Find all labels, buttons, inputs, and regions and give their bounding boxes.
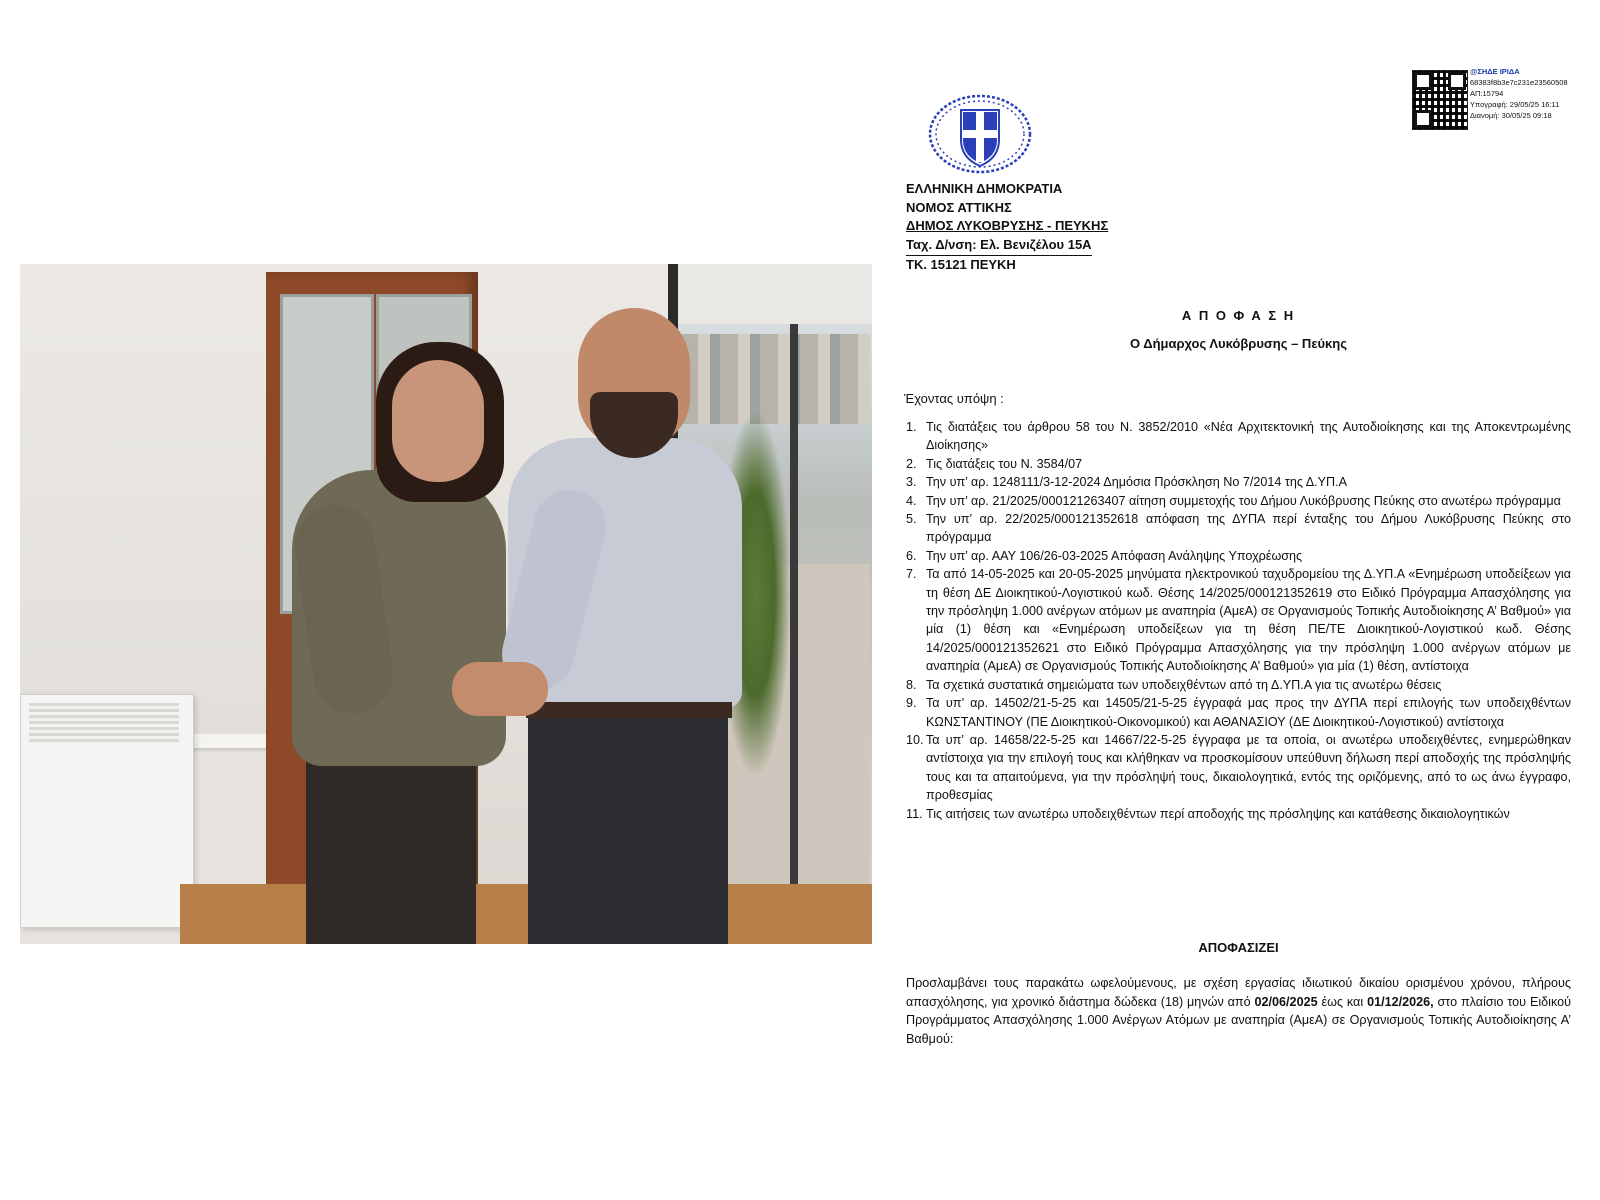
item-text: Τις διατάξεις του άρθρου 58 του Ν. 3852/2010 «Νέα Αρχιτεκτονική της Αυτοδιοίκησης και της Αποκεντρωμένης Διοίκησης» xyxy=(926,420,1571,453)
item-number: 9. xyxy=(906,696,917,711)
body-text: στο πλαίσιο του Ειδικού Προγράμματος Απασχόλησης 1.000 Ανέργων Ατόμων με αναπηρία (ΑμεΑ) σε Οργανισμούς Τοπικής Αυτοδιοίκησης Α’ Βαθμού: xyxy=(906,994,1571,1046)
list-item xyxy=(906,510,1571,547)
decides-heading: ΑΠΟΦΑΣΙΖΕΙ xyxy=(1198,940,1279,955)
body-text: Προσλαμβάνει τους παρακάτω ωφελούμενους, με σχέση εργασίας ιδιωτικού δικαίου ορισμένου χρόνου, πλήρους απασχόλησης, για χρονικό διάστημα δώδεκα (18) μηνών από xyxy=(906,976,1571,1009)
list-item xyxy=(906,473,1571,491)
start-date: 02/06/2025 xyxy=(1254,994,1318,1009)
header-country: ΕΛΛΗΝΙΚΗ ΔΗΜΟΚΡΑΤΙΑ xyxy=(906,181,1063,196)
person-right-belt xyxy=(526,702,732,718)
stamp-signed: Υπογραφή: 29/05/25 16:11 xyxy=(1470,100,1560,109)
item-number: 1. xyxy=(906,420,917,434)
person-right-pants xyxy=(528,716,728,944)
photo-heater-grille xyxy=(29,703,179,743)
item-text: Τις διατάξεις του Ν. 3584/07 xyxy=(926,456,1083,471)
list-item xyxy=(906,565,1571,675)
photo-window-mullion xyxy=(790,324,798,944)
item-text: Την υπ’ αρ. 21/2025/000121263407 αίτηση συμμετοχής του Δήμου Λυκόβρυσης Πεύκης στο ανωτέρω πρόγραμμα xyxy=(926,493,1561,508)
item-text: Τα σχετικά συστατικά σημειώματα των υποδειχθέντων από τη Δ.ΥΠ.Α για τις ανωτέρω θέσεις xyxy=(926,677,1442,692)
item-text: Την υπ’ αρ. 22/2025/000121352618 απόφαση της ΔΥΠΑ περί ένταξης του Δήμου Λυκόβρυσης Πεύκης στο πρόγραμμα xyxy=(926,512,1571,545)
photo-floor xyxy=(180,884,872,944)
header-prefecture: ΝΟΜΟΣ ΑΤΤΙΚΗΣ xyxy=(906,199,1012,215)
person-left-face xyxy=(392,360,484,482)
qr-code xyxy=(1412,70,1468,130)
list-item xyxy=(906,694,1571,731)
body-text: έως και xyxy=(1317,994,1368,1009)
handshake xyxy=(452,662,548,716)
list-item xyxy=(906,547,1571,565)
decision-body xyxy=(906,974,1571,1048)
header-municipality: ΔΗΜΟΣ ΛΥΚΟΒΡΥΣΗΣ - ΠΕΥΚΗΣ xyxy=(906,218,1109,233)
item-text: Τα από 14-05-2025 και 20-05-2025 μηνύματα ηλεκτρονικού ταχυδρομείου της Δ.ΥΠ.Α «Ενημέρωση υποδείξεων για τη θέση ΔΕ Διοικητικού-Λογιστικού κωδ. Θέσης 14/2025/000121352619 στο Ειδικό Πρόγραμμα Απασχόλησης για την πρόσληψη 1.000 ανέργων ατόμων με αναπηρία (ΑμεΑ) σε Οργανισμούς Τοπικής Αυτοδιοίκησης Α’ Βαθμού» για μία (1) θέση και «Ενημέρωση υποδείξεων για τη θέση ΠΕ/ΤΕ Διοικητικού-Λογιστικού κωδ. Θέσης 14/2025/000121352621 στο Ειδικό Πρόγραμμα Απασχόλησης για την πρόσληψη 1.000 ανέργων ατόμων με αναπηρία (ΑμεΑ) σε Οργανισμούς Τοπικής Αυτοδιοίκησης Α’ Βαθμού» για μία (1) θέση, αντίστοιχα xyxy=(926,567,1571,674)
photo-city-view xyxy=(680,334,870,424)
header-address: Ταχ. Δ/νση: Ελ. Βενιζέλου 15Α xyxy=(906,236,1092,257)
decision-title: Α Π Ο Φ Α Σ Η xyxy=(1181,308,1296,323)
list-item xyxy=(906,731,1571,805)
qr-finder xyxy=(1414,72,1432,90)
item-text: Τα υπ’ αρ. 14502/21-5-25 και 14505/21-5-25 έγγραφά μας προς την ΔΥΠΑ περί επιλογής των υποδειχθέντων ΚΩΝΣΤΑΝΤΙΝΟΥ (ΠΕ Διοικητικού-Οικονομικού) και ΑΘΑΝΑΣΙΟΥ (ΔΕ Διοικητικού-Λογιστικού) αντίστοιχα xyxy=(926,696,1571,729)
item-number: 5. xyxy=(906,512,917,527)
stamp-hash: 68383f8b3e7c231e23560508 xyxy=(1470,78,1568,87)
item-number: 8. xyxy=(906,677,917,692)
list-item xyxy=(906,805,1571,823)
handshake-photo xyxy=(20,264,872,944)
list-item xyxy=(906,455,1571,473)
item-number: 4. xyxy=(906,493,917,508)
stamp-distributed: Διανομή: 30/05/25 09:18 xyxy=(1470,111,1552,120)
qr-finder xyxy=(1414,110,1432,128)
person-left-pants xyxy=(306,752,476,944)
list-item xyxy=(906,676,1571,694)
issuer-header xyxy=(906,180,1108,275)
considering-intro: Έχοντας υπόψη : xyxy=(904,391,1004,406)
decision-subtitle: Ο Δήμαρχος Λυκόβρυσης – Πεύκης xyxy=(1129,336,1348,351)
item-text: Τις αιτήσεις των ανωτέρω υποδειχθέντων περί αποδοχής της πρόσληψης και κατάθεσης δικαιολογητικών xyxy=(926,806,1510,821)
item-number: 10. xyxy=(906,732,924,747)
item-number: 2. xyxy=(906,456,917,471)
photo-window-blind xyxy=(678,264,872,324)
end-date: 01/12/2026, xyxy=(1367,994,1434,1009)
item-number: 11. xyxy=(906,806,923,821)
header-postcode: ΤΚ. 15121 ΠΕΥΚΗ xyxy=(906,257,1016,272)
digital-signature-stamp xyxy=(1470,66,1600,121)
list-item xyxy=(906,418,1571,455)
item-number: 6. xyxy=(906,548,917,563)
stamp-system: @ΣΗΔΕ ΙΡΙΔΑ xyxy=(1470,67,1520,76)
greek-coat-of-arms-icon xyxy=(928,94,1032,174)
stamp-protocol: ΑΠ:15794 xyxy=(1470,89,1504,98)
item-text: Την υπ’ αρ. 1248111/3-12-2024 Δημόσια Πρόσκληση Νο 7/2014 της Δ.ΥΠ.Α xyxy=(926,475,1348,490)
list-item xyxy=(906,492,1571,510)
item-number: 7. xyxy=(906,567,917,582)
qr-finder xyxy=(1448,72,1466,90)
item-text: Τα υπ’ αρ. 14658/22-5-25 και 14667/22-5-25 έγγραφα με τα οποία, οι ανωτέρω υποδειχθέντες, ενημερώθηκαν αντίστοιχα για την επιλογή τους και κλήθηκαν να προσκομίσουν υπεύθυνη δήλωση περί αποδοχής της πρόσληψής τους και τα απαιτούμενα, για την πρόσληψή τους, δικαιολογητικά, εντός της οριζόμενης, από το ως άνω έγγραφο, προθεσμίας xyxy=(926,732,1571,803)
item-number: 3. xyxy=(906,475,917,490)
item-text: Την υπ’ αρ. ΑΑΥ 106/26-03-2025 Απόφαση Ανάληψης Υποχρέωσης xyxy=(926,548,1303,563)
considerations-list xyxy=(906,418,1571,823)
photo-heater xyxy=(20,694,194,928)
